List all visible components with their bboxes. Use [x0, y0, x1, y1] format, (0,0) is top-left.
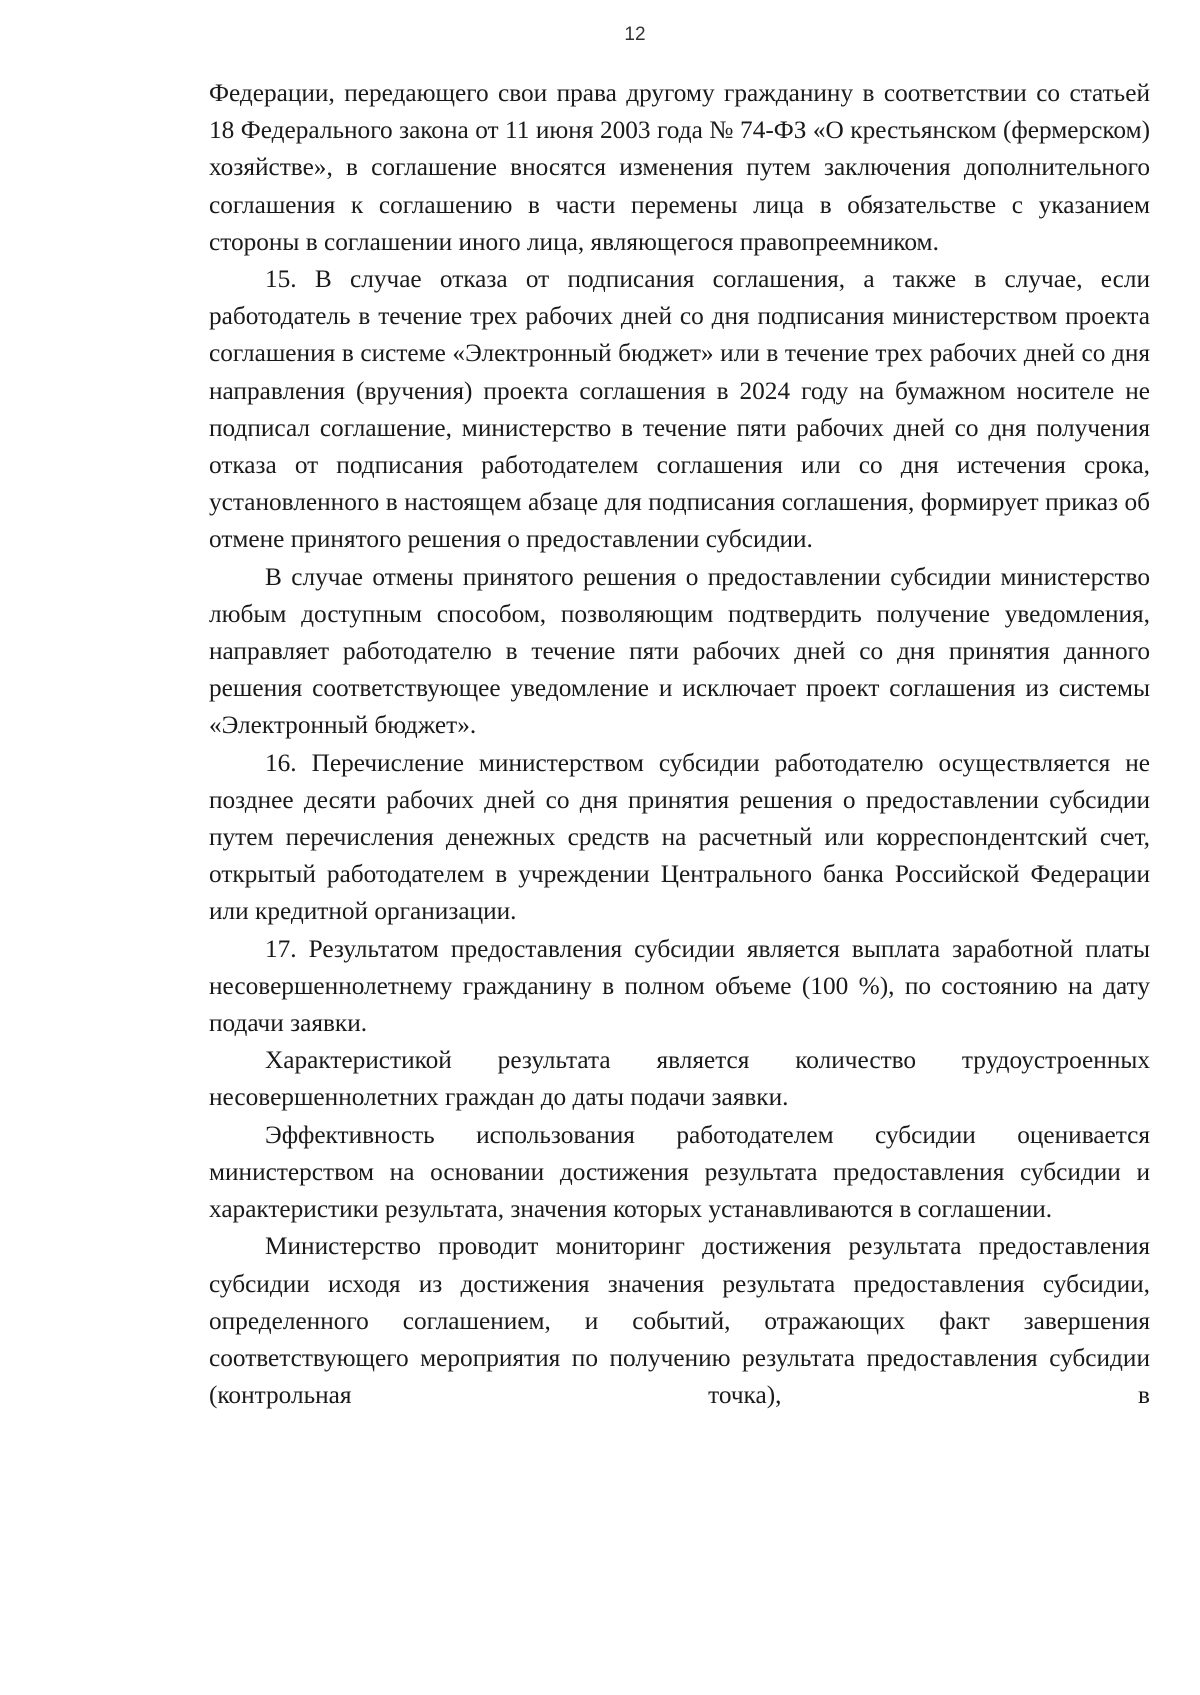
document-body: [209, 75, 1150, 1414]
paragraph-result-characteristic: Характеристикой результата является количество трудоустроенных несовершеннолетних граждан до даты подачи заявки.: [209, 1046, 1150, 1112]
paragraph-item-16: 16. Перечисление министерством субсидии работодателю осуществляется не позднее десяти рабочих дней со дня принятия решения о предоставлении субсидии путем перечисления денежных средств на расчетный или корреспондентский счет, открытый работодателем в учреждении Центрального банка Российской Федерации или кредитной организации.: [209, 748, 1150, 926]
page-number: 12: [624, 24, 646, 45]
paragraph-cancellation-notice: В случае отмены принятого решения о предоставлении субсидии министерство любым доступным способом, позволяющим подтвердить получение уведомления, направляет работодателю в течение пяти рабочих дней со дня принятия данного решения соответствующее уведомление и исключает проект соглашения из системы «Электронный бюджет».: [209, 562, 1150, 740]
paragraph-item-17: 17. Результатом предоставления субсидии является выплата заработной платы несовершеннолетнему гражданину в полном объеме (100 %), по состоянию на дату подачи заявки.: [209, 934, 1150, 1038]
paragraph-continuation: Федерации, передающего свои права другому гражданину в соответствии со статьей 18 Федерального закона от 11 июня 2003 года № 74-ФЗ «О крестьянском (фермерском) хозяйстве», в соглашение вносятся изменения путем заключения дополнительного соглашения к соглашению в части перемены лица в обязательстве с указанием стороны в соглашении иного лица, являющегося правопреемником.: [209, 79, 1150, 256]
paragraph-efficiency: Эффективность использования работодателем субсидии оценивается министерством на основании достижения результата предоставления субсидии и характеристики результата, значения которых устанавливаются в соглашении.: [209, 1120, 1150, 1224]
paragraph-monitoring: Министерство проводит мониторинг достижения результата предоставления субсидии исходя из достижения значения результата предоставления субсидии, определенного соглашением, и событий, отражающих факт завершения соответствующего мероприятия по получению результата предоставления субсидии (контрольная точка), в: [209, 1232, 1150, 1410]
paragraph-item-15: 15. В случае отказа от подписания соглашения, а также в случае, если работодатель в течение трех рабочих дней со дня подписания министерством проекта соглашения в системе «Электронный бюджет» или в течение трех рабочих дней со дня направления (вручения) проекта соглашения в 2024 году на бумажном носителе не подписал соглашение, министерство в течение пяти рабочих дней со дня получения отказа от подписания работодателем соглашения или со дня истечения срока, установленного в настоящем абзаце для подписания соглашения, формирует приказ об отмене принятого решения о предоставлении субсидии.: [209, 265, 1150, 554]
